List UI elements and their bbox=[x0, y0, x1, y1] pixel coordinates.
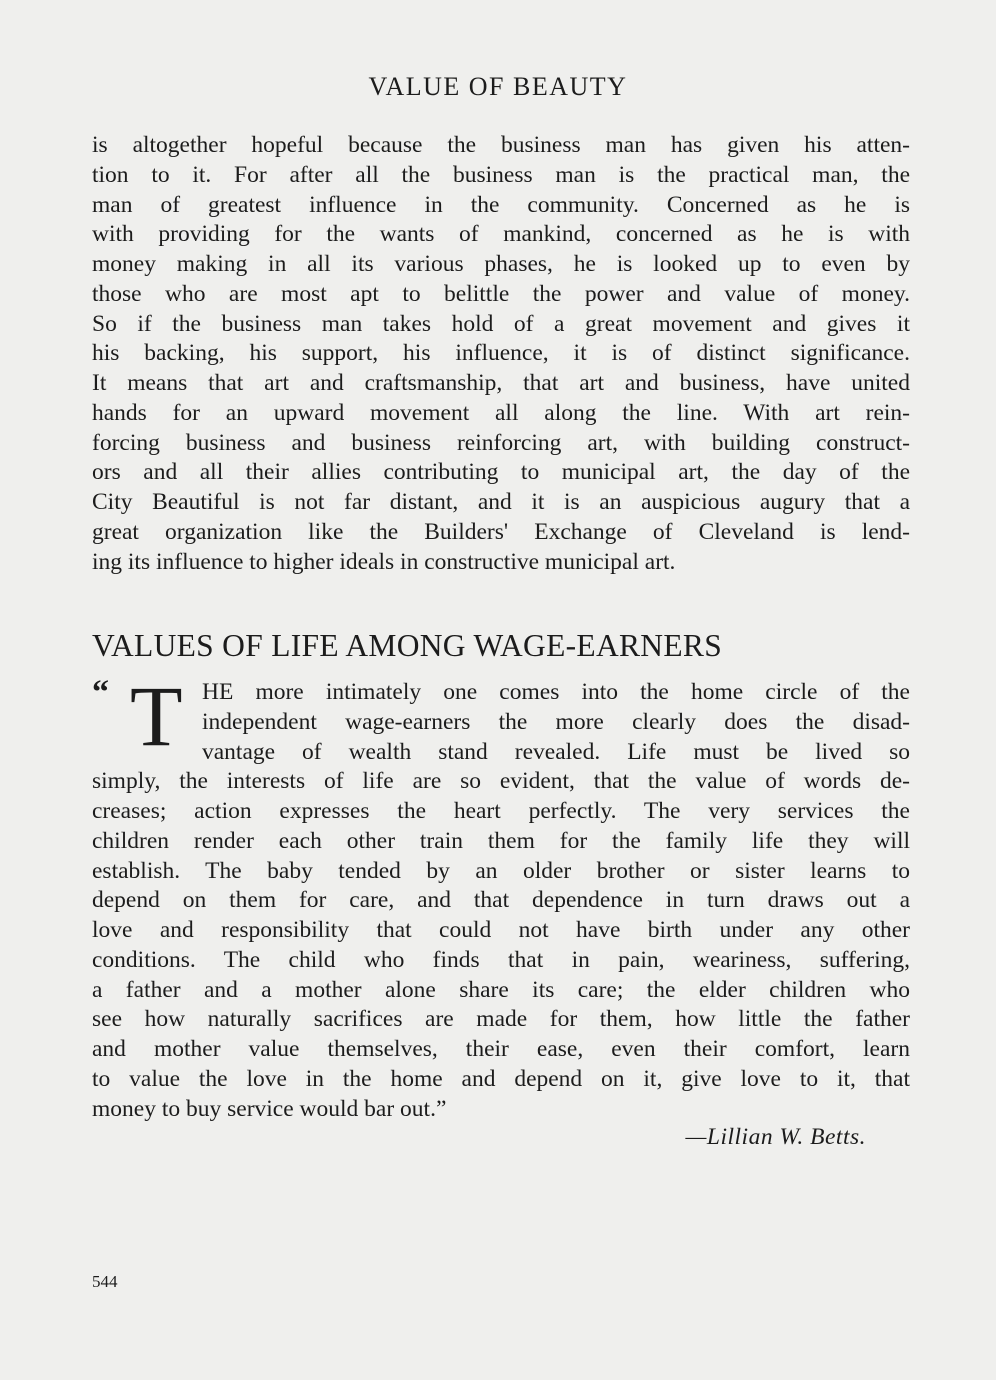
text-line: is altogether hopeful because the business man has given his atten- bbox=[92, 132, 910, 158]
text-line: money to buy service would bar out.” bbox=[92, 1095, 447, 1122]
author-signature: —Lillian W. Betts. bbox=[685, 1124, 866, 1150]
text-line: simply, the interests of life are so evident, that the value of words de- bbox=[92, 768, 910, 795]
text-line: ing its influence to higher ideals in constructive municipal art. bbox=[92, 548, 676, 575]
section-title: VALUES OF LIFE AMONG WAGE-EARNERS bbox=[92, 628, 723, 663]
text-line: hands for an upward movement all along the line. With art rein- bbox=[92, 399, 910, 426]
text-line: money making in all its various phases, he is looked up to even by bbox=[92, 251, 910, 277]
text-line: City Beautiful is not far distant, and it is an auspicious augury that a bbox=[92, 489, 910, 515]
text-line: independent wage-earners the more clearly does the disad- bbox=[202, 708, 910, 735]
text-line: those who are most apt to belittle the power and value of money. bbox=[92, 280, 910, 307]
text-line: love and responsibility that could not have birth under any other bbox=[92, 917, 910, 943]
text-line: see how naturally sacrifices are made for them, how little the father bbox=[92, 1006, 910, 1033]
text-line: with providing for the wants of mankind, concerned as he is with bbox=[92, 221, 910, 248]
text-line: his backing, his support, his influence, it is of distinct significance. bbox=[92, 340, 910, 367]
article-continuation bbox=[92, 131, 910, 577]
text-line: man of greatest influence in the community. Concerned as he is bbox=[92, 191, 910, 218]
text-line: and mother value themselves, their ease, even their comfort, learn bbox=[92, 1036, 910, 1062]
text-line: So if the business man takes hold of a great movement and gives it bbox=[92, 310, 910, 337]
page-number: 544 bbox=[92, 1272, 118, 1291]
open-quote-mark: “ bbox=[92, 674, 109, 711]
text-line: HE more intimately one comes into the home circle of the bbox=[202, 679, 910, 705]
text-line: great organization like the Builders' Exchange of Cleveland is lend- bbox=[92, 518, 910, 545]
text-line: tion to it. For after all the business man is the practical man, the bbox=[92, 161, 910, 188]
text-line: vantage of wealth stand revealed. Life must be lived so bbox=[202, 738, 910, 765]
text-line: establish. The baby tended by an older brother or sister learns to bbox=[92, 857, 910, 884]
text-line: forcing business and business reinforcing art, with building construct- bbox=[92, 429, 910, 456]
text-line: to value the love in the home and depend on it, give love to it, that bbox=[92, 1065, 910, 1092]
article-body bbox=[92, 668, 910, 1124]
text-line: creases; action expresses the heart perfectly. The very services the bbox=[92, 798, 910, 824]
text-line: a father and a mother alone share its care; the elder children who bbox=[92, 976, 910, 1003]
text-line: conditions. The child who finds that in pain, weariness, suffering, bbox=[92, 946, 910, 973]
text-line: depend on them for care, and that dependence in turn draws out a bbox=[92, 887, 910, 914]
text-line: ors and all their allies contributing to municipal art, the day of the bbox=[92, 459, 910, 486]
text-line: It means that art and craftsmanship, that art and business, have united bbox=[92, 370, 910, 396]
drop-cap: T bbox=[130, 668, 183, 764]
text-line: children render each other train them for the family life they will bbox=[92, 827, 910, 854]
running-head: VALUE OF BEAUTY bbox=[368, 72, 628, 101]
